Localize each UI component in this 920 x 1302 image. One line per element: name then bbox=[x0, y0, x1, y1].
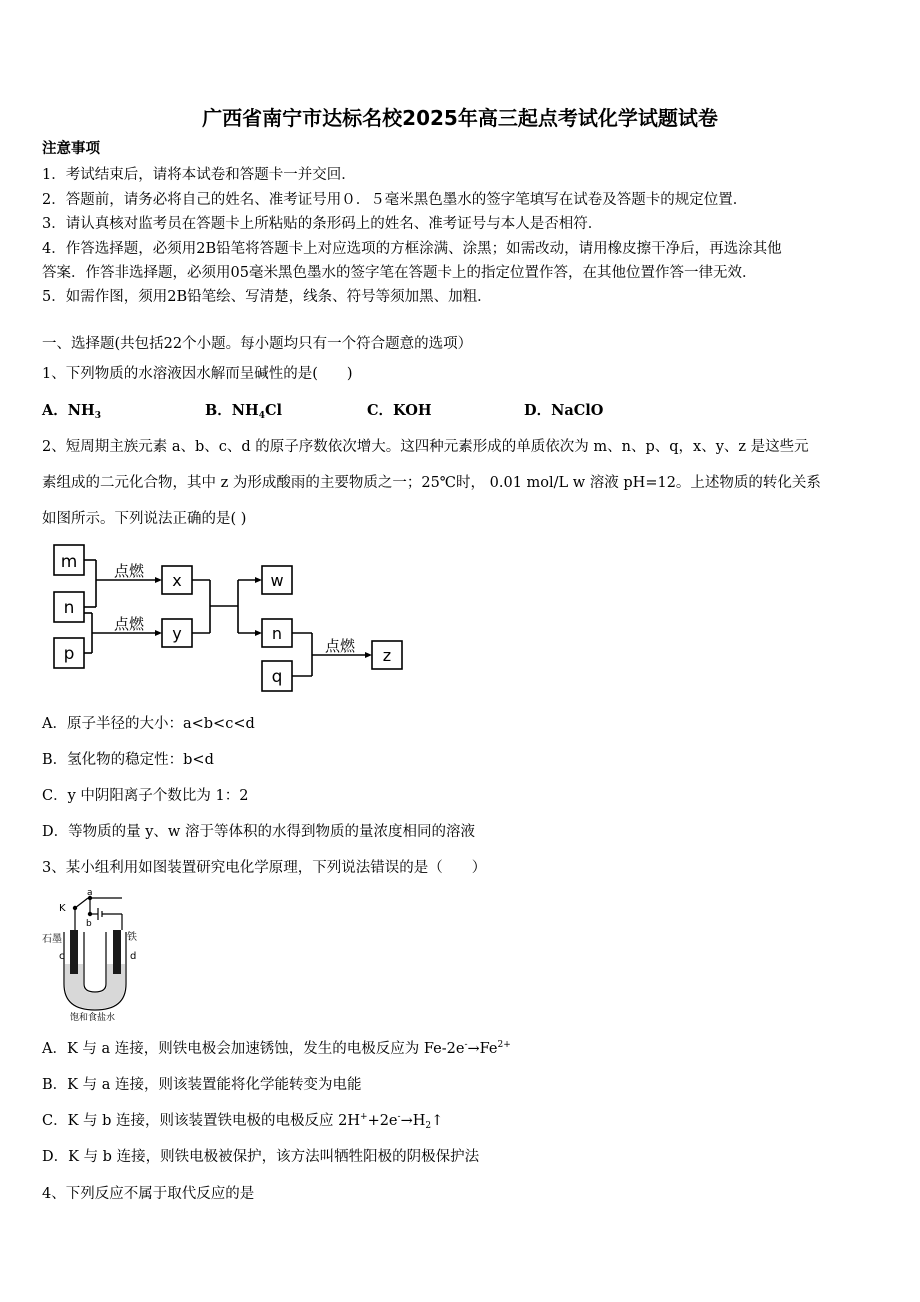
node-z: z bbox=[382, 646, 392, 665]
q2-option-c: C．y 中阴阳离子个数比为 1：2 bbox=[42, 788, 249, 804]
q2-option-d: D．等物质的量 y、w 溶于等体积的水得到物质的量浓度相同的溶液 bbox=[42, 824, 475, 840]
conversion-diagram bbox=[40, 538, 420, 698]
question-2-stem: 2、短周期主族元素 a、b、c、d 的原子序数依次增大。这四种元素形成的单质依次为 m、n、p、q，x、y、z 是这些元 bbox=[42, 439, 809, 455]
node-q: q bbox=[271, 667, 283, 687]
page-title: 广西省南宁市达标名校2025年高三起点考试化学试题试卷 bbox=[202, 106, 718, 130]
q1-option-a: A．$NH_3$ bbox=[42, 402, 101, 421]
label-a: a bbox=[87, 888, 93, 898]
question-3-stem: 3、某小组利用如图装置研究电化学原理，下列说法错误的是（ ） bbox=[42, 860, 487, 876]
notice-item: 4．作答选择题，必须用2B铅笔将答题卡上对应选项的方框涂满、涂黑；如需改动，请用橡皮擦干净后，再选涂其他 bbox=[42, 241, 782, 257]
label-k: K bbox=[59, 903, 66, 914]
label-graphite: 石墨 bbox=[42, 934, 62, 945]
electrochem-apparatus bbox=[42, 884, 160, 1022]
notice-item: 5．如需作图，须用2B铅笔绘、写清楚，线条、符号等须加黑、加粗． bbox=[42, 289, 492, 305]
ignite-label: 点燃 bbox=[113, 615, 145, 633]
q3-option-a: A．K 与 a 连接，则铁电极会加速锈蚀，发生的电极反应为 $Fe-2e^-\to Fe^{2+}$ bbox=[42, 1040, 511, 1057]
q3-option-d: D．K 与 b 连接，则铁电极被保护，该方法叫牺牲阳极的阴极保护法 bbox=[42, 1149, 480, 1165]
notice-item: 2．答题前，请务必将自己的姓名、准考证号用０．５毫米黑色墨水的签字笔填写在试卷及答题卡的规定位置． bbox=[42, 192, 748, 208]
label-iron: 铁 bbox=[127, 932, 137, 943]
node-p: p bbox=[63, 644, 75, 664]
label-c: c bbox=[59, 951, 65, 962]
node-n-product: n bbox=[271, 624, 283, 643]
q1-option-c: C．KOH bbox=[367, 402, 432, 419]
notice-item: 1．考试结束后，请将本试卷和答题卡一并交回． bbox=[42, 167, 356, 183]
q3-option-b: B．K 与 a 连接，则该装置能将化学能转变为电能 bbox=[42, 1077, 362, 1093]
label-brine: 饱和食盐水 bbox=[70, 1013, 116, 1022]
node-x: x bbox=[172, 571, 182, 590]
q3-option-c: C．K 与 b 连接，则该装置铁电极的电极反应 $2H^++2e^-\to H_2↑$ bbox=[42, 1112, 444, 1131]
label-b: b bbox=[86, 919, 92, 929]
ignite-label: 点燃 bbox=[324, 637, 356, 655]
question-4-stem: 4、下列反应不属于取代反应的是 bbox=[42, 1186, 255, 1202]
q1-option-b: B．$NH_4Cl$ bbox=[205, 402, 283, 421]
q2-option-b: B．氢化物的稳定性：b<d bbox=[42, 752, 214, 768]
notice-heading: 注意事项 bbox=[42, 140, 100, 157]
ignite-label: 点燃 bbox=[113, 562, 145, 580]
section-heading: 一、选择题(共包括22个小题。每小题均只有一个符合题意的选项） bbox=[42, 336, 473, 352]
question-2-stem: 如图所示。下列说法正确的是( ) bbox=[42, 511, 247, 527]
question-1-stem: 1、下列物质的水溶液因水解而呈碱性的是( ) bbox=[42, 366, 353, 382]
node-m: m bbox=[60, 552, 78, 572]
q2-option-a: A．原子半径的大小：a<b<c<d bbox=[42, 716, 255, 732]
node-w: w bbox=[270, 571, 284, 590]
notice-item: 答案．作答非选择题，必须用05毫米黑色墨水的签字笔在答题卡上的指定位置作答，在其他位置作答一律无效． bbox=[42, 265, 757, 281]
q1-option-d: D．NaClO bbox=[524, 402, 604, 419]
node-y: y bbox=[172, 624, 182, 643]
label-d: d bbox=[130, 951, 137, 962]
question-2-stem: 素组成的二元化合物，其中 z 为形成酸雨的主要物质之一；25℃时， 0.01 mol/L w 溶液 pH=12。上述物质的转化关系 bbox=[42, 475, 821, 491]
node-n: n bbox=[63, 598, 75, 618]
notice-item: 3．请认真核对监考员在答题卡上所粘贴的条形码上的姓名、准考证号与本人是否相符． bbox=[42, 216, 603, 232]
